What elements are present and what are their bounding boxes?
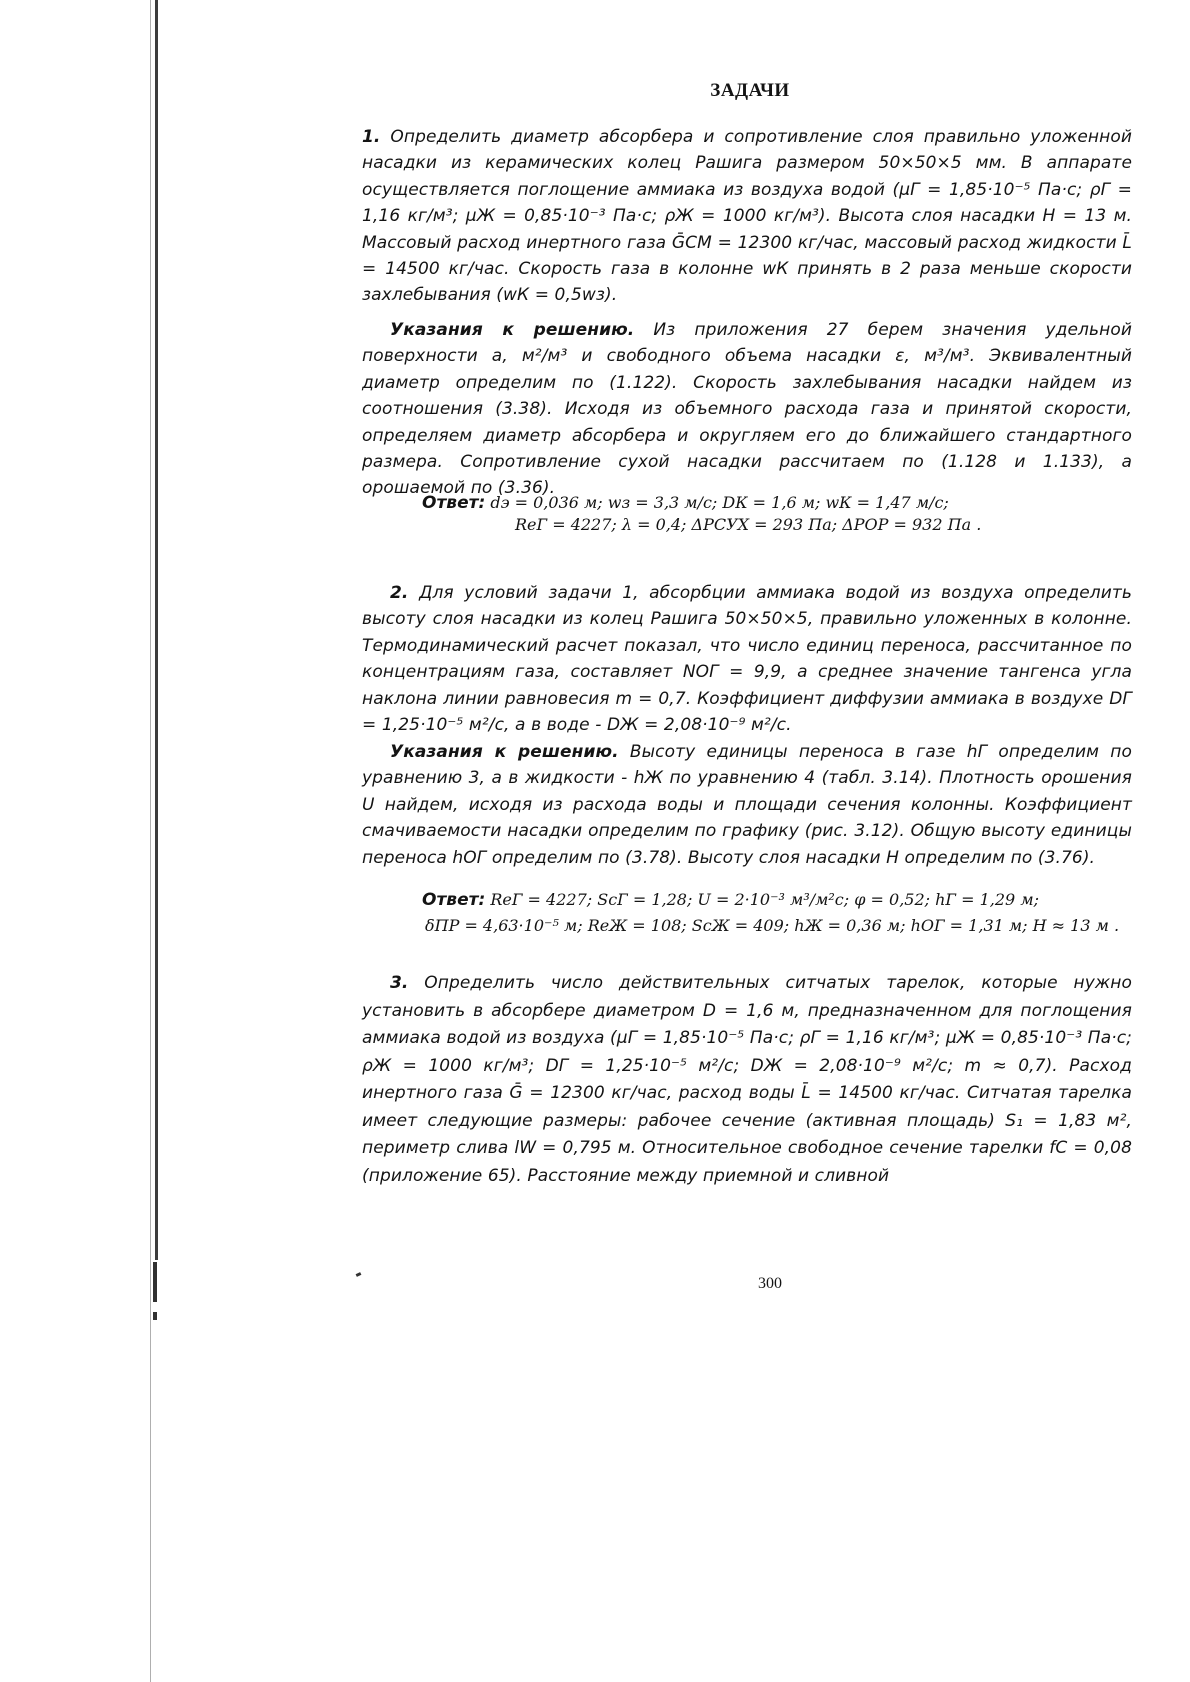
problem-2-answer-label: Ответ: — [422, 890, 486, 910]
binding-edge-shadow — [150, 0, 151, 1682]
problem-1-answer-line-2: ReГ = 4227; λ = 0,4; ΔPСУХ = 293 Па; ΔPОР = 932 Па . — [515, 515, 982, 534]
problem-1-hint-label: Указания к решению. — [390, 320, 635, 340]
problem-1-answer-label: Ответ: — [422, 493, 486, 513]
problem-2-statement — [362, 580, 1132, 738]
problem-2-text: Для условий задачи 1, абсорбции аммиака водой из воздуха определить высоту слоя насадки из колец Рашига 50×50×5, правильно уложенных в колонне. Термодинамический расчет показал, что число единиц переноса, рассчитанное по концентрациям газа, составляет NОГ = 9,9, а среднее значение тангенса угла наклона линии равновесия m = 0,7. Коэффициент диффузии аммиака в воздухе DГ = 1,25·10⁻⁵ м²/с, а в воде - DЖ = 2,08·10⁻⁹ м²/с. — [362, 583, 1132, 736]
problem-1-answer-line-1: dэ = 0,036 м; wз = 3,3 м/с; DК = 1,6 м; wК = 1,47 м/с; — [490, 493, 949, 512]
problem-2-answer-line-2: δПР = 4,63·10⁻⁵ м; ReЖ = 108; ScЖ = 409; hЖ = 0,36 м; hОГ = 1,31 м; H ≈ 13 м . — [425, 916, 1120, 935]
binding-edge — [155, 0, 158, 1260]
problem-3-number: 3. — [390, 973, 409, 993]
problem-2-hint — [362, 739, 1132, 871]
problem-1-answer — [422, 489, 1142, 517]
problem-2-answer-line-1: ReГ = 4227; ScГ = 1,28; U = 2·10⁻³ м³/м²с; φ = 0,52; hГ = 1,29 м; — [490, 890, 1039, 909]
page-title: ЗАДАЧИ — [710, 80, 790, 101]
problem-2-answer — [422, 886, 1142, 914]
page-number: 300 — [758, 1275, 782, 1292]
problem-2-hint-text: Высоту единицы переноса в газе hГ определим по уравнению 3, а в жидкости - hЖ по уравнению 4 (табл. 3.14). Плотность орошения U найдем, исходя из расхода воды и площади сечения колонны. Коэффициент смачиваемости насадки определим по графику (рис. 3.12). Общую высоту единицы переноса hОГ определим по (3.78). Высоту слоя насадки H определим по (3.76). — [362, 742, 1132, 868]
problem-3-text: Определить число действительных ситчатых тарелок, которые нужно установить в абсорбере диаметром D = 1,6 м, предназначенном для поглощения аммиака водой из воздуха (μГ = 1,85·10⁻⁵ Па·с; ρГ = 1,16 кг/м³; μЖ = 0,85·10⁻³ Па·с; ρЖ = 1000 кг/м³; DГ = 1,25·10⁻⁵ м²/с; DЖ = 2,08·10⁻⁹ м²/с; m ≈ 0,7). Расход инертного газа Ḡ = 12300 кг/час, расход воды L̄ = 14500 кг/час. Ситчатая тарелка имеет следующие размеры: рабочее сечение (активная площадь) S₁ = 1,83 м², периметр слива lW = 0,795 м. Относительное свободное сечение тарелки fС = 0,08 (приложение 65). Расстояние между приемной и сливной — [362, 973, 1132, 1186]
problem-1-number: 1. — [362, 127, 381, 147]
problem-2-number: 2. — [390, 583, 409, 603]
problem-1-hint-text: Из приложения 27 берем значения удельной поверхности a, м²/м³ и свободного объема насадки ε, м³/м³. Эквивалентный диаметр определим по (1.122). Скорость захлебывания насадки найдем из соотношения (3.38). Исходя из объемного расхода газа и принятой скорости, определяем диаметр абсорбера и округляем его до ближайшего стандартного размера. Сопротивление сухой насадки рассчитаем по (1.128 и 1.133), а орошаемой по (3.36). — [362, 320, 1133, 499]
problem-1-text: Определить диаметр абсорбера и сопротивление слоя правильно уложенной насадки из керамических колец Рашига размером 50×50×5 мм. В аппарате осуществляется поглощение аммиака из воздуха водой (μГ = 1,85·10⁻⁵ Па·с; ρГ = 1,16 кг/м³; μЖ = 0,85·10⁻³ Па·с; ρЖ = 1000 кг/м³). Высота слоя насадки H = 13 м. Массовый расход инертного газа ḠСМ = 12300 кг/час, массовый расход жидкости L̄ = 14500 кг/час. Скорость газа в колонне wК принять в 2 раза меньше скорости захлебывания (wК = 0,5wз). — [362, 127, 1132, 306]
problem-1-statement — [362, 124, 1132, 309]
problem-2-hint-label: Указания к решению. — [390, 742, 619, 762]
binding-edge-fragment — [153, 1312, 157, 1320]
problem-1-hint — [362, 317, 1132, 502]
problem-3-statement — [362, 970, 1132, 1190]
